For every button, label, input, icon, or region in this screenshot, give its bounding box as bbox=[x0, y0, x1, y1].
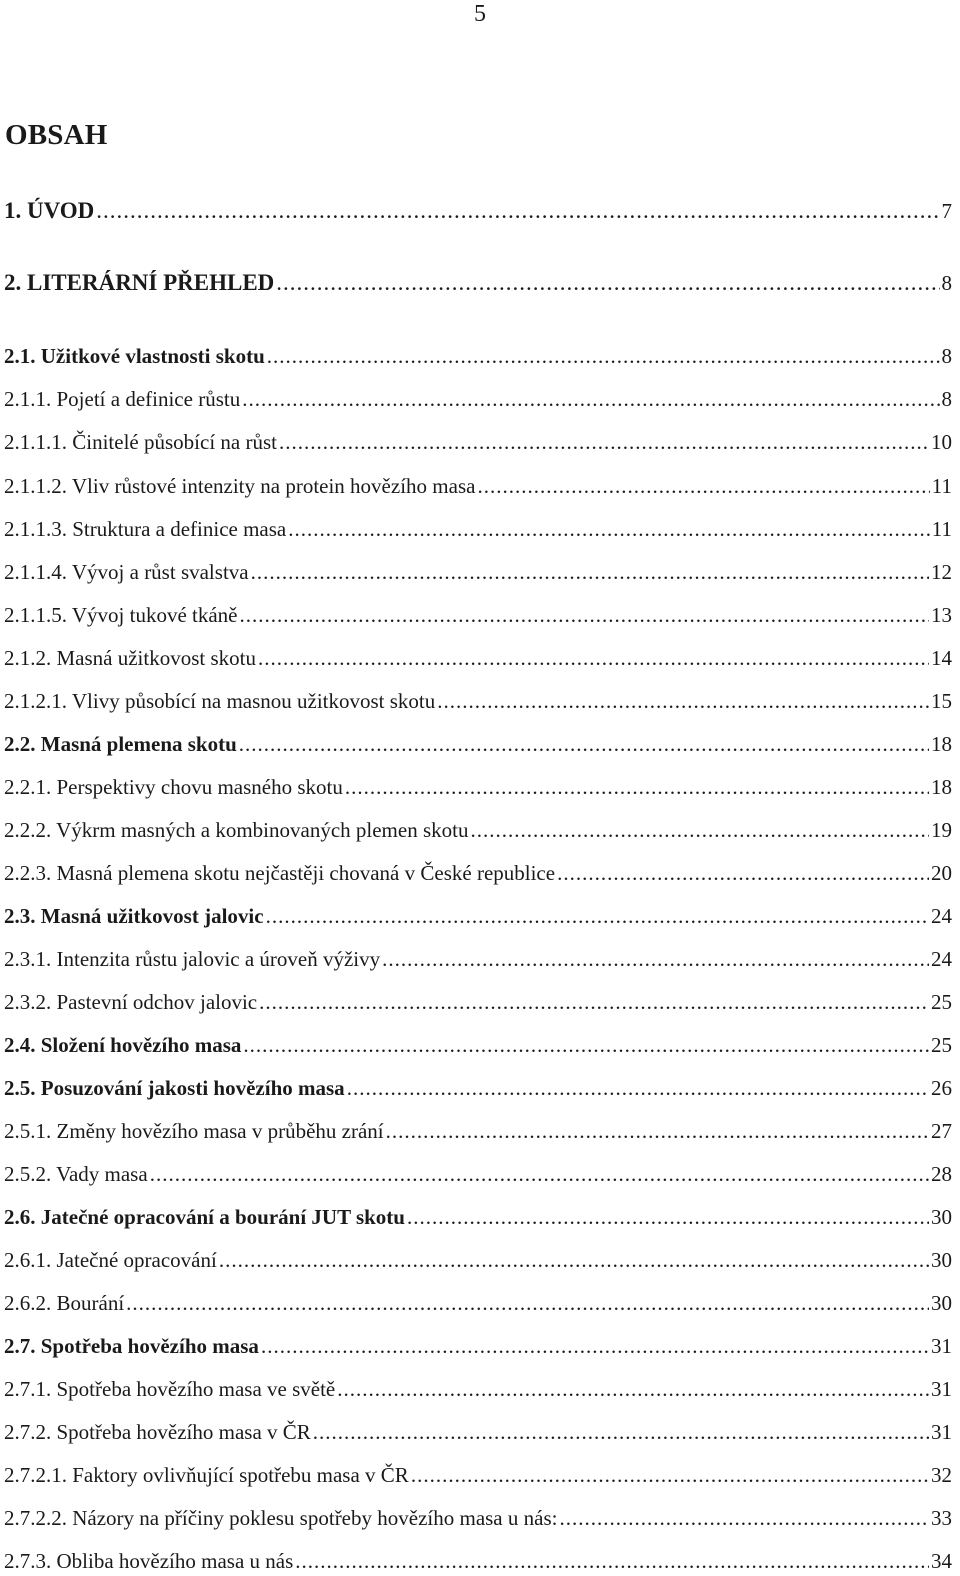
toc-entry bbox=[4, 557, 952, 587]
toc-entry bbox=[4, 987, 952, 1017]
toc-entry bbox=[4, 514, 952, 544]
toc-entry bbox=[4, 384, 952, 414]
toc-entry-title: 2.2. Masná plemena skotu bbox=[4, 732, 237, 756]
toc-entry-title: 2.7.2.2. Názory na příčiny poklesu spotřeby hovězího masa u nás: bbox=[4, 1506, 558, 1530]
toc-entry-page: 31 bbox=[931, 1420, 952, 1444]
toc-dot-leader bbox=[219, 1245, 929, 1275]
toc-entry-page: 25 bbox=[931, 1033, 952, 1057]
toc-dot-leader bbox=[279, 427, 929, 457]
toc-entry-title: 2.7. Spotřeba hovězího masa bbox=[4, 1334, 259, 1358]
toc-dot-leader bbox=[477, 471, 929, 501]
toc-dot-leader bbox=[288, 514, 930, 544]
toc-entry bbox=[4, 1331, 952, 1361]
toc-entry-page: 18 bbox=[931, 775, 952, 799]
toc-entry-title: 2.7.1. Spotřeba hovězího masa ve světě bbox=[4, 1377, 336, 1401]
toc-entry-title: 2.1.1. Pojetí a definice růstu bbox=[4, 387, 241, 411]
toc-dot-leader bbox=[251, 557, 929, 587]
toc-dot-leader bbox=[240, 600, 929, 630]
toc-entry-page: 34 bbox=[931, 1549, 952, 1573]
toc-dot-leader bbox=[239, 729, 929, 759]
toc-entry-title: 2.1.1.1. Činitelé působící na růst bbox=[4, 430, 277, 454]
toc-dot-leader bbox=[407, 1202, 929, 1232]
toc-entry-title: 2.2.2. Výkrm masných a kombinovaných plemen skotu bbox=[4, 818, 469, 842]
toc-entry-page: 31 bbox=[931, 1334, 952, 1358]
toc-entry-title: 2.7.2.1. Faktory ovlivňující spotřebu masa v ČR bbox=[4, 1463, 409, 1487]
toc-dot-leader bbox=[411, 1460, 929, 1490]
toc-entry bbox=[4, 686, 952, 716]
toc-entry-title: 2.1.1.2. Vliv růstové intenzity na protein hovězího masa bbox=[4, 474, 476, 498]
toc-entry-page: 14 bbox=[931, 646, 952, 670]
toc-entry-title: 1. ÚVOD bbox=[4, 198, 95, 223]
toc-entry bbox=[4, 268, 952, 298]
toc-entry-title: 2.5.2. Vady masa bbox=[4, 1162, 148, 1186]
toc-dot-leader bbox=[345, 772, 929, 802]
toc-entry-title: 2.3.1. Intenzita růstu jalovic a úroveň výživy bbox=[4, 947, 381, 971]
toc-entry-page: 7 bbox=[941, 199, 952, 223]
toc-entry bbox=[4, 1245, 952, 1275]
toc-dot-leader bbox=[266, 901, 929, 931]
toc-entry bbox=[4, 1503, 952, 1533]
toc-entry bbox=[4, 1460, 952, 1490]
toc-entry-page: 19 bbox=[931, 818, 952, 842]
toc-entry-page: 24 bbox=[931, 947, 952, 971]
toc-entry bbox=[4, 944, 952, 974]
toc-heading: OBSAH bbox=[5, 119, 108, 151]
toc-entry bbox=[4, 471, 952, 501]
toc-entry bbox=[4, 427, 952, 457]
toc-entry bbox=[4, 1159, 952, 1189]
toc-entry bbox=[4, 600, 952, 630]
toc-entry bbox=[4, 1030, 952, 1060]
toc-entry-title: 2.6. Jatečné opracování a bourání JUT skotu bbox=[4, 1205, 405, 1229]
toc-entry bbox=[4, 1073, 952, 1103]
toc-dot-leader bbox=[150, 1159, 929, 1189]
toc-entry bbox=[4, 901, 952, 931]
toc-entry bbox=[4, 858, 952, 888]
toc-entry-title: 2.3.2. Pastevní odchov jalovic bbox=[4, 990, 258, 1014]
toc-entry-page: 15 bbox=[931, 689, 952, 713]
toc-dot-leader bbox=[337, 1374, 929, 1404]
toc-entry-title: 2.1. Užitkové vlastnosti skotu bbox=[4, 344, 265, 368]
toc-entry-page: 11 bbox=[931, 474, 952, 498]
toc-entry-page: 25 bbox=[931, 990, 952, 1014]
toc-dot-leader bbox=[261, 1331, 929, 1361]
toc-entry bbox=[4, 1116, 952, 1146]
toc-entry bbox=[4, 643, 952, 673]
toc-entry-page: 18 bbox=[931, 732, 952, 756]
toc-entry-title: 2.1.2. Masná užitkovost skotu bbox=[4, 646, 256, 670]
toc-entry-title: 2.2.1. Perspektivy chovu masného skotu bbox=[4, 775, 343, 799]
toc-entry bbox=[4, 196, 952, 226]
toc-entry-title: 2.7.3. Obliba hovězího masa u nás bbox=[4, 1549, 294, 1573]
toc-entry bbox=[4, 1417, 952, 1447]
toc-dot-leader bbox=[276, 268, 939, 298]
toc-entry bbox=[4, 772, 952, 802]
toc-entry-page: 10 bbox=[931, 430, 952, 454]
toc-dot-leader bbox=[382, 944, 929, 974]
toc-entry-page: 8 bbox=[941, 344, 952, 368]
toc-entry bbox=[4, 1202, 952, 1232]
toc-entry-page: 26 bbox=[931, 1076, 952, 1100]
toc-entry-title: 2.1.1.4. Vývoj a růst svalstva bbox=[4, 560, 249, 584]
toc-entry-page: 30 bbox=[931, 1205, 952, 1229]
toc-entry bbox=[4, 729, 952, 759]
toc-entry-title: 2.6.1. Jatečné opracování bbox=[4, 1248, 217, 1272]
toc-dot-leader bbox=[96, 196, 939, 226]
toc-entry-page: 28 bbox=[931, 1162, 952, 1186]
toc-dot-leader bbox=[347, 1073, 929, 1103]
toc-dot-leader bbox=[313, 1417, 929, 1447]
toc-entry-title: 2.4. Složení hovězího masa bbox=[4, 1033, 242, 1057]
toc-entry-title: 2.2.3. Masná plemena skotu nejčastěji chovaná v České republice bbox=[4, 861, 556, 885]
toc-dot-leader bbox=[126, 1288, 929, 1318]
toc-entry-page: 12 bbox=[931, 560, 952, 584]
toc-dot-leader bbox=[295, 1546, 929, 1576]
toc-entry-title: 2. LITERÁRNÍ PŘEHLED bbox=[4, 270, 275, 295]
toc-entry-page: 20 bbox=[931, 861, 952, 885]
toc-entry bbox=[4, 341, 952, 371]
toc-entry bbox=[4, 1288, 952, 1318]
toc-dot-leader bbox=[243, 1030, 929, 1060]
toc-entry-page: 27 bbox=[931, 1119, 952, 1143]
toc-entry-title: 2.5. Posuzování jakosti hovězího masa bbox=[4, 1076, 345, 1100]
toc-entry-page: 8 bbox=[941, 271, 952, 295]
toc-entry-page: 30 bbox=[931, 1291, 952, 1315]
toc-entry-title: 2.1.1.3. Struktura a definice masa bbox=[4, 517, 287, 541]
toc-dot-leader bbox=[267, 341, 940, 371]
toc-entry bbox=[4, 1374, 952, 1404]
toc-entry-title: 2.1.1.5. Vývoj tukové tkáně bbox=[4, 603, 238, 627]
toc-entry-page: 13 bbox=[931, 603, 952, 627]
toc-entry-page: 31 bbox=[931, 1377, 952, 1401]
toc-entry-page: 8 bbox=[941, 387, 952, 411]
toc-dot-leader bbox=[242, 384, 939, 414]
toc-entry-title: 2.5.1. Změny hovězího masa v průběhu zrání bbox=[4, 1119, 384, 1143]
toc-entry-page: 24 bbox=[931, 904, 952, 928]
toc-entry-title: 2.7.2. Spotřeba hovězího masa v ČR bbox=[4, 1420, 311, 1444]
toc-dot-leader bbox=[386, 1116, 929, 1146]
toc-entry bbox=[4, 1546, 952, 1576]
toc-dot-leader bbox=[437, 686, 929, 716]
toc-entry-page: 32 bbox=[931, 1463, 952, 1487]
toc-entry bbox=[4, 815, 952, 845]
toc-entry-title: 2.6.2. Bourání bbox=[4, 1291, 125, 1315]
toc-entry-title: 2.3. Masná užitkovost jalovic bbox=[4, 904, 264, 928]
toc-entry-title: 2.1.2.1. Vlivy působící na masnou užitkovost skotu bbox=[4, 689, 436, 713]
toc-dot-leader bbox=[259, 987, 929, 1017]
toc-entry-page: 33 bbox=[931, 1506, 952, 1530]
toc-entry-page: 30 bbox=[931, 1248, 952, 1272]
page-number: 5 bbox=[474, 1, 486, 27]
toc-dot-leader bbox=[470, 815, 929, 845]
toc-entry-page: 11 bbox=[931, 517, 952, 541]
toc-dot-leader bbox=[557, 858, 929, 888]
toc-dot-leader bbox=[258, 643, 929, 673]
toc-dot-leader bbox=[559, 1503, 929, 1533]
